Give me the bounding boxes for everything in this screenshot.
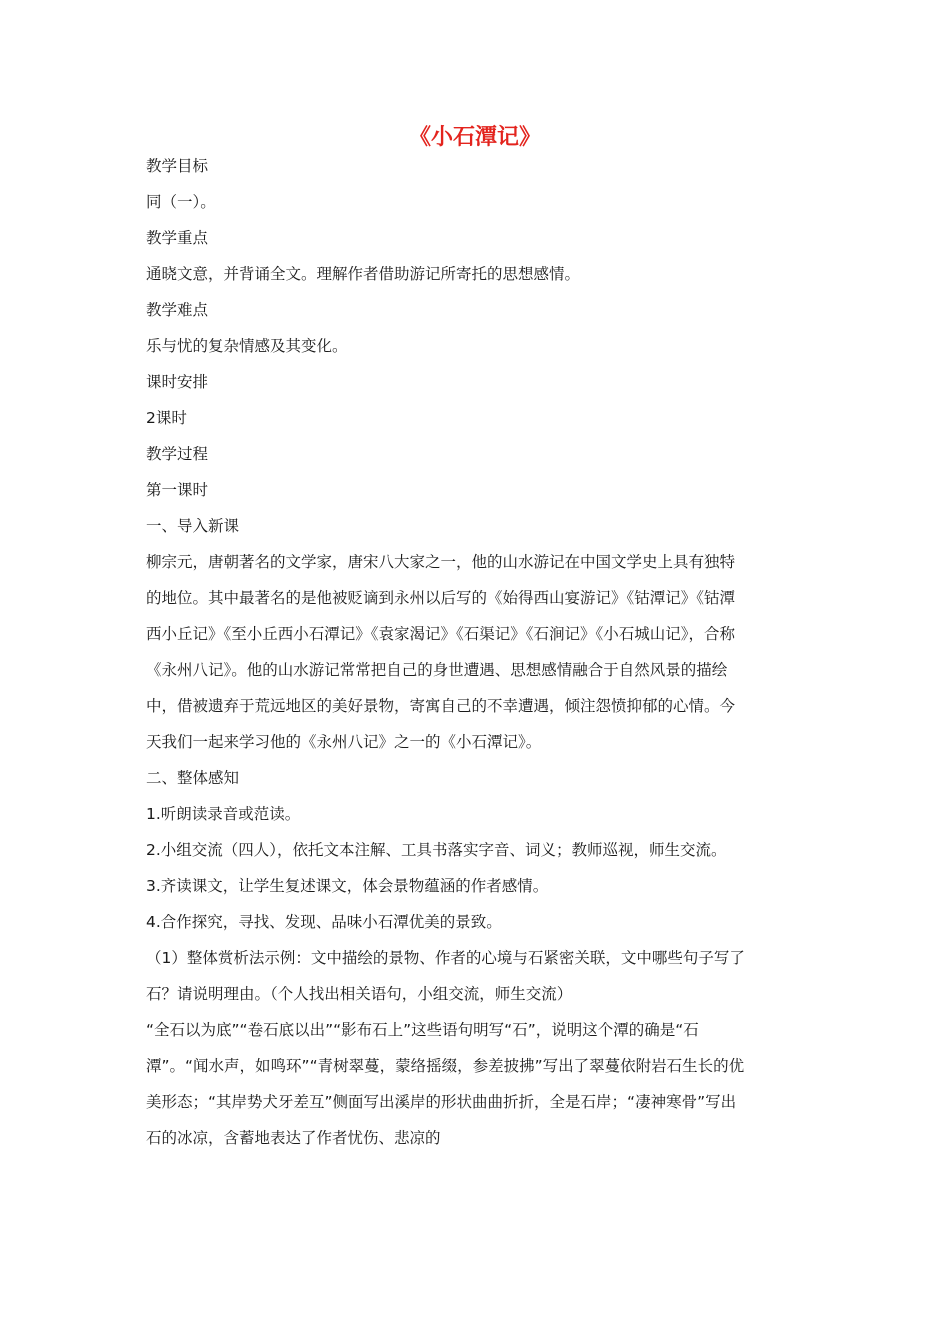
list-item: 3.齐读课文，让学生复述课文，体会景物蕴涵的作者感情。 (146, 877, 549, 895)
paragraph: 乐与忧的复杂情感及其变化。 (146, 337, 348, 355)
heading-teaching-focus: 教学重点 (146, 229, 209, 247)
paragraph: （1）整体赏析法示例：文中描绘的景物、作者的心境与石紧密关联，文中哪些句子写了石？请说明理由。（个人找出相关语句，小组交流，师生交流） (146, 949, 745, 1003)
heading-teaching-goals: 教学目标 (146, 157, 209, 175)
paragraph: “全石以为底”“卷石底以出”“影布石上”这些语句明写“石”，说明这个潭的确是“石潭”。“闻水声，如鸣环”“青树翠蔓，蒙络摇缀，参差披拂”写出了翠蔓依附岩石生长的优美形态；“其岸势犬牙差互”侧面写出溪岸的形状曲曲折折，全是石岸；“凄神寒骨”写出石的冰凉，含蓄地表达了作者忧伤、悲凉的 (146, 1021, 745, 1147)
heading-teaching-process: 教学过程 (146, 445, 209, 463)
list-item: 4.合作探究，寻找、发现、品味小石潭优美的景致。 (146, 913, 502, 931)
list-item: 2.小组交流（四人），依托文本注解、工具书落实字音、词义；教师巡视，师生交流。 (146, 841, 727, 859)
paragraph: 柳宗元，唐朝著名的文学家，唐宋八大家之一，他的山水游记在中国文学史上具有独特的地位。其中最著名的是他被贬谪到永州以后写的《始得西山宴游记》《钴潭记》《钴潭西小丘记》《至小丘西小石潭记》《袁家渴记》《石渠记》《石涧记》《小石城山记》，合称《永州八记》。他的山水游记常常把自己的身世遭遇、思想感情融合于自然风景的描绘中，借被遗弃于荒远地区的美好景物，寄寓自己的不幸遭遇，倾注怨愤抑郁的心情。今天我们一起来学习他的《永州八记》之一的《小石潭记》。 (146, 553, 736, 751)
document-title: 《小石潭记》 (408, 125, 541, 150)
document-body (146, 148, 746, 1156)
paragraph: 同（一）。 (146, 193, 216, 211)
heading-teaching-difficulty: 教学难点 (146, 301, 209, 319)
section-heading: 一、导入新课 (146, 517, 240, 535)
heading-schedule: 课时安排 (146, 373, 209, 391)
heading-first-lesson: 第一课时 (146, 481, 209, 499)
section-heading: 二、整体感知 (146, 769, 240, 787)
paragraph: 通晓文意，并背诵全文。理解作者借助游记所寄托的思想感情。 (146, 265, 581, 283)
list-item: 1.听朗读录音或范读。 (146, 805, 301, 823)
paragraph: 2课时 (146, 409, 187, 427)
